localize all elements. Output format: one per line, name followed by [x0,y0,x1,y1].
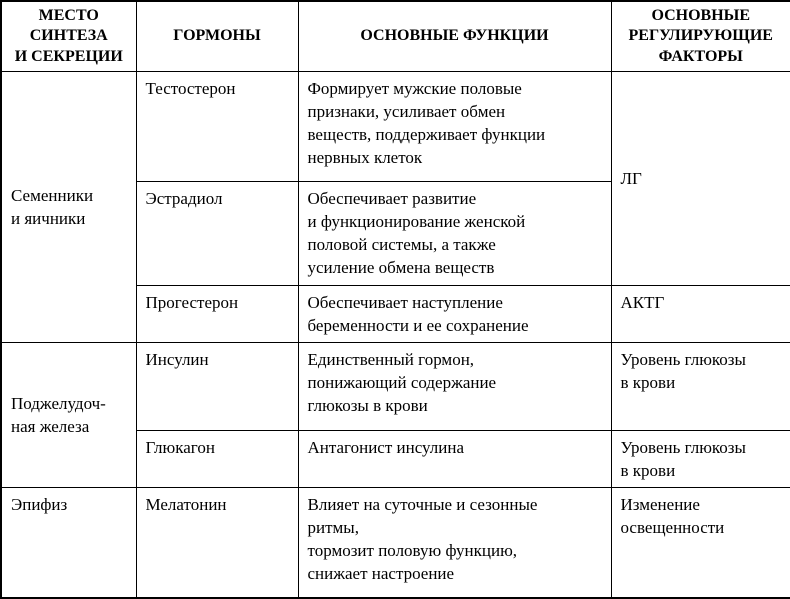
function-cell: Формирует мужские половые признаки, усиливает обмен веществ, поддерживает функции нервных клеток [298,72,611,182]
factor-cell: Изменение освещенности [611,488,790,598]
hormone-cell: Прогестерон [136,286,298,343]
hormone-cell: Эстрадиол [136,182,298,286]
factor-cell: ЛГ [611,72,790,286]
function-cell: Антагонист инсулина [298,431,611,488]
place-cell: Эпифиз [1,488,136,598]
hormone-cell: Инсулин [136,343,298,431]
table-row [1,488,790,598]
table-row [1,72,790,182]
hormone-cell: Мелатонин [136,488,298,598]
hormone-cell: Тестостерон [136,72,298,182]
header-factors: ОСНОВНЫЕ РЕГУЛИРУЮЩИЕ ФАКТОРЫ [611,1,790,72]
function-cell: Обеспечивает наступление беременности и ее сохранение [298,286,611,343]
table-row [1,343,790,431]
factor-cell: Уровень глюкозы в крови [611,343,790,431]
header-row [1,1,790,72]
hormone-cell: Глюкагон [136,431,298,488]
factor-cell: АКТГ [611,286,790,343]
function-cell: Единственный гормон, понижающий содержание глюкозы в крови [298,343,611,431]
function-cell: Обеспечивает развитие и функционирование женской половой системы, а также усиление обмена веществ [298,182,611,286]
table-body [1,72,790,598]
place-cell: Поджелудоч- ная железа [1,343,136,488]
header-functions: ОСНОВНЫЕ ФУНКЦИИ [298,1,611,72]
header-place: МЕСТО СИНТЕЗА И СЕКРЕЦИИ [1,1,136,72]
header-hormones: ГОРМОНЫ [136,1,298,72]
table-header [1,1,790,72]
place-cell: Семенники и яичники [1,72,136,343]
function-cell: Влияет на суточные и сезонные ритмы, тормозит половую функцию, снижает настроение [298,488,611,598]
factor-cell: Уровень глюкозы в крови [611,431,790,488]
